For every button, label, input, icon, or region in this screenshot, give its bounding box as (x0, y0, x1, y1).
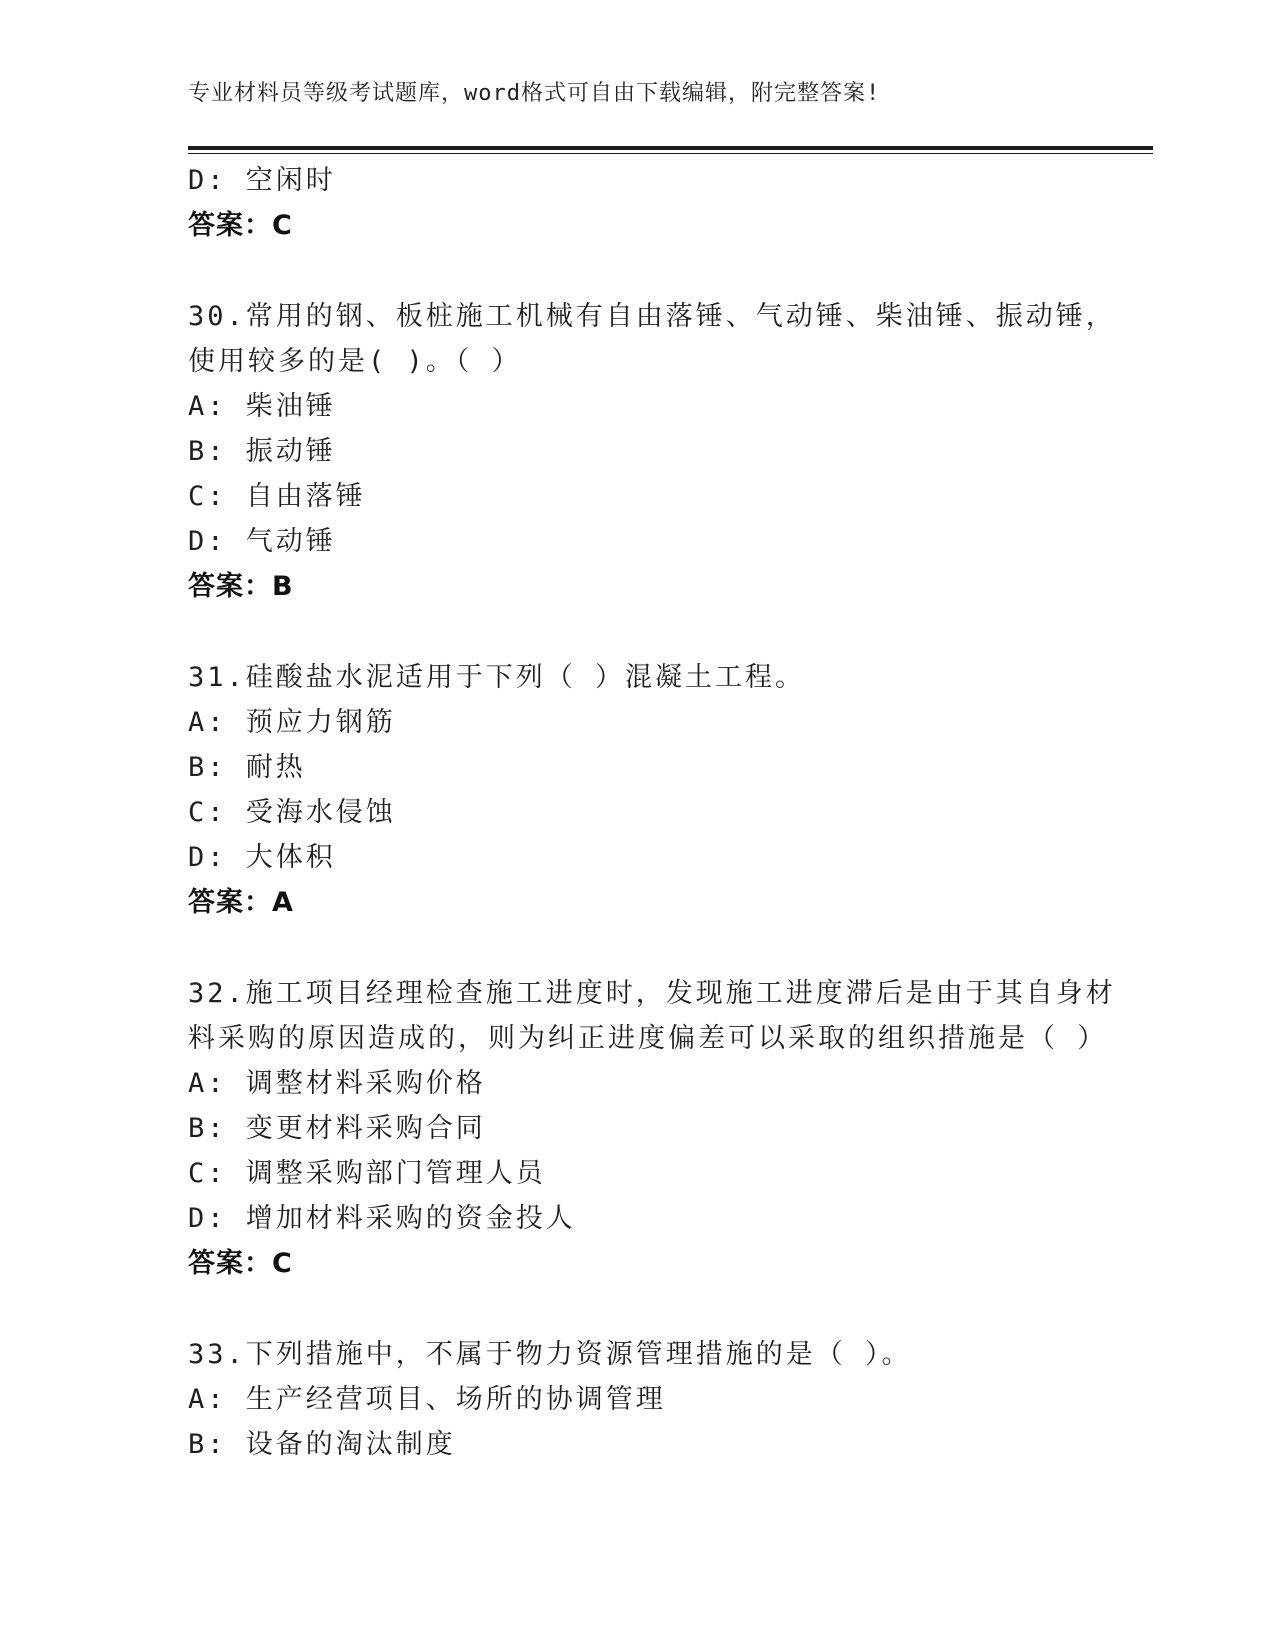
question-list (188, 158, 1116, 1467)
answer-line: 答案：A (188, 887, 294, 918)
option-b: B: 振动锤 (188, 436, 336, 467)
option-d: D: 大体积 (188, 842, 336, 873)
question-text: 32.施工项目经理检查施工进度时，发现施工进度滞后是由于其自身材 (188, 978, 1116, 1009)
question-31 (188, 655, 1088, 925)
question-33 (188, 1332, 1088, 1467)
question-text: 料采购的原因造成的，则为纠正进度偏差可以采取的组织措施是（ ） (188, 1023, 1108, 1054)
option-b: B: 变更材料采购合同 (188, 1113, 486, 1144)
option-b: B: 设备的淘汰制度 (188, 1429, 456, 1460)
question-text: 使用较多的是( )。（ ） (188, 346, 522, 377)
page-header: 专业材料员等级考试题库，word格式可自由下载编辑，附完整答案! (188, 81, 881, 106)
question-text: 30.常用的钢、板桩施工机械有自由落锤、气动锤、柴油锤、振动锤， (188, 301, 1116, 332)
answer-line: 答案：C (188, 1248, 293, 1279)
question-30 (188, 294, 1116, 609)
option-a: A: 柴油锤 (188, 391, 336, 422)
question-text: 31.硅酸盐水泥适用于下列（ ）混凝土工程。 (188, 662, 806, 693)
answer-line: 答案：C (188, 210, 293, 241)
option-c: C: 受海水侵蚀 (188, 797, 396, 828)
option-a: A: 生产经营项目、场所的协调管理 (188, 1384, 666, 1415)
option-d: D: 空闲时 (188, 165, 336, 196)
option-d: D: 增加材料采购的资金投人 (188, 1203, 576, 1234)
answer-line: 答案：B (188, 571, 294, 602)
option-a: A: 调整材料采购价格 (188, 1068, 486, 1099)
question-32 (188, 971, 1116, 1286)
option-c: C: 自由落锤 (188, 481, 366, 512)
option-c: C: 调整采购部门管理人员 (188, 1158, 546, 1189)
header-divider-thin (188, 153, 1153, 154)
option-a: A: 预应力钢筋 (188, 707, 396, 738)
option-b: B: 耐热 (188, 752, 306, 783)
option-d: D: 气动锤 (188, 526, 336, 557)
question-text: 33.下列措施中，不属于物力资源管理措施的是（ ）。 (188, 1339, 912, 1370)
header-divider-thick (188, 146, 1153, 150)
